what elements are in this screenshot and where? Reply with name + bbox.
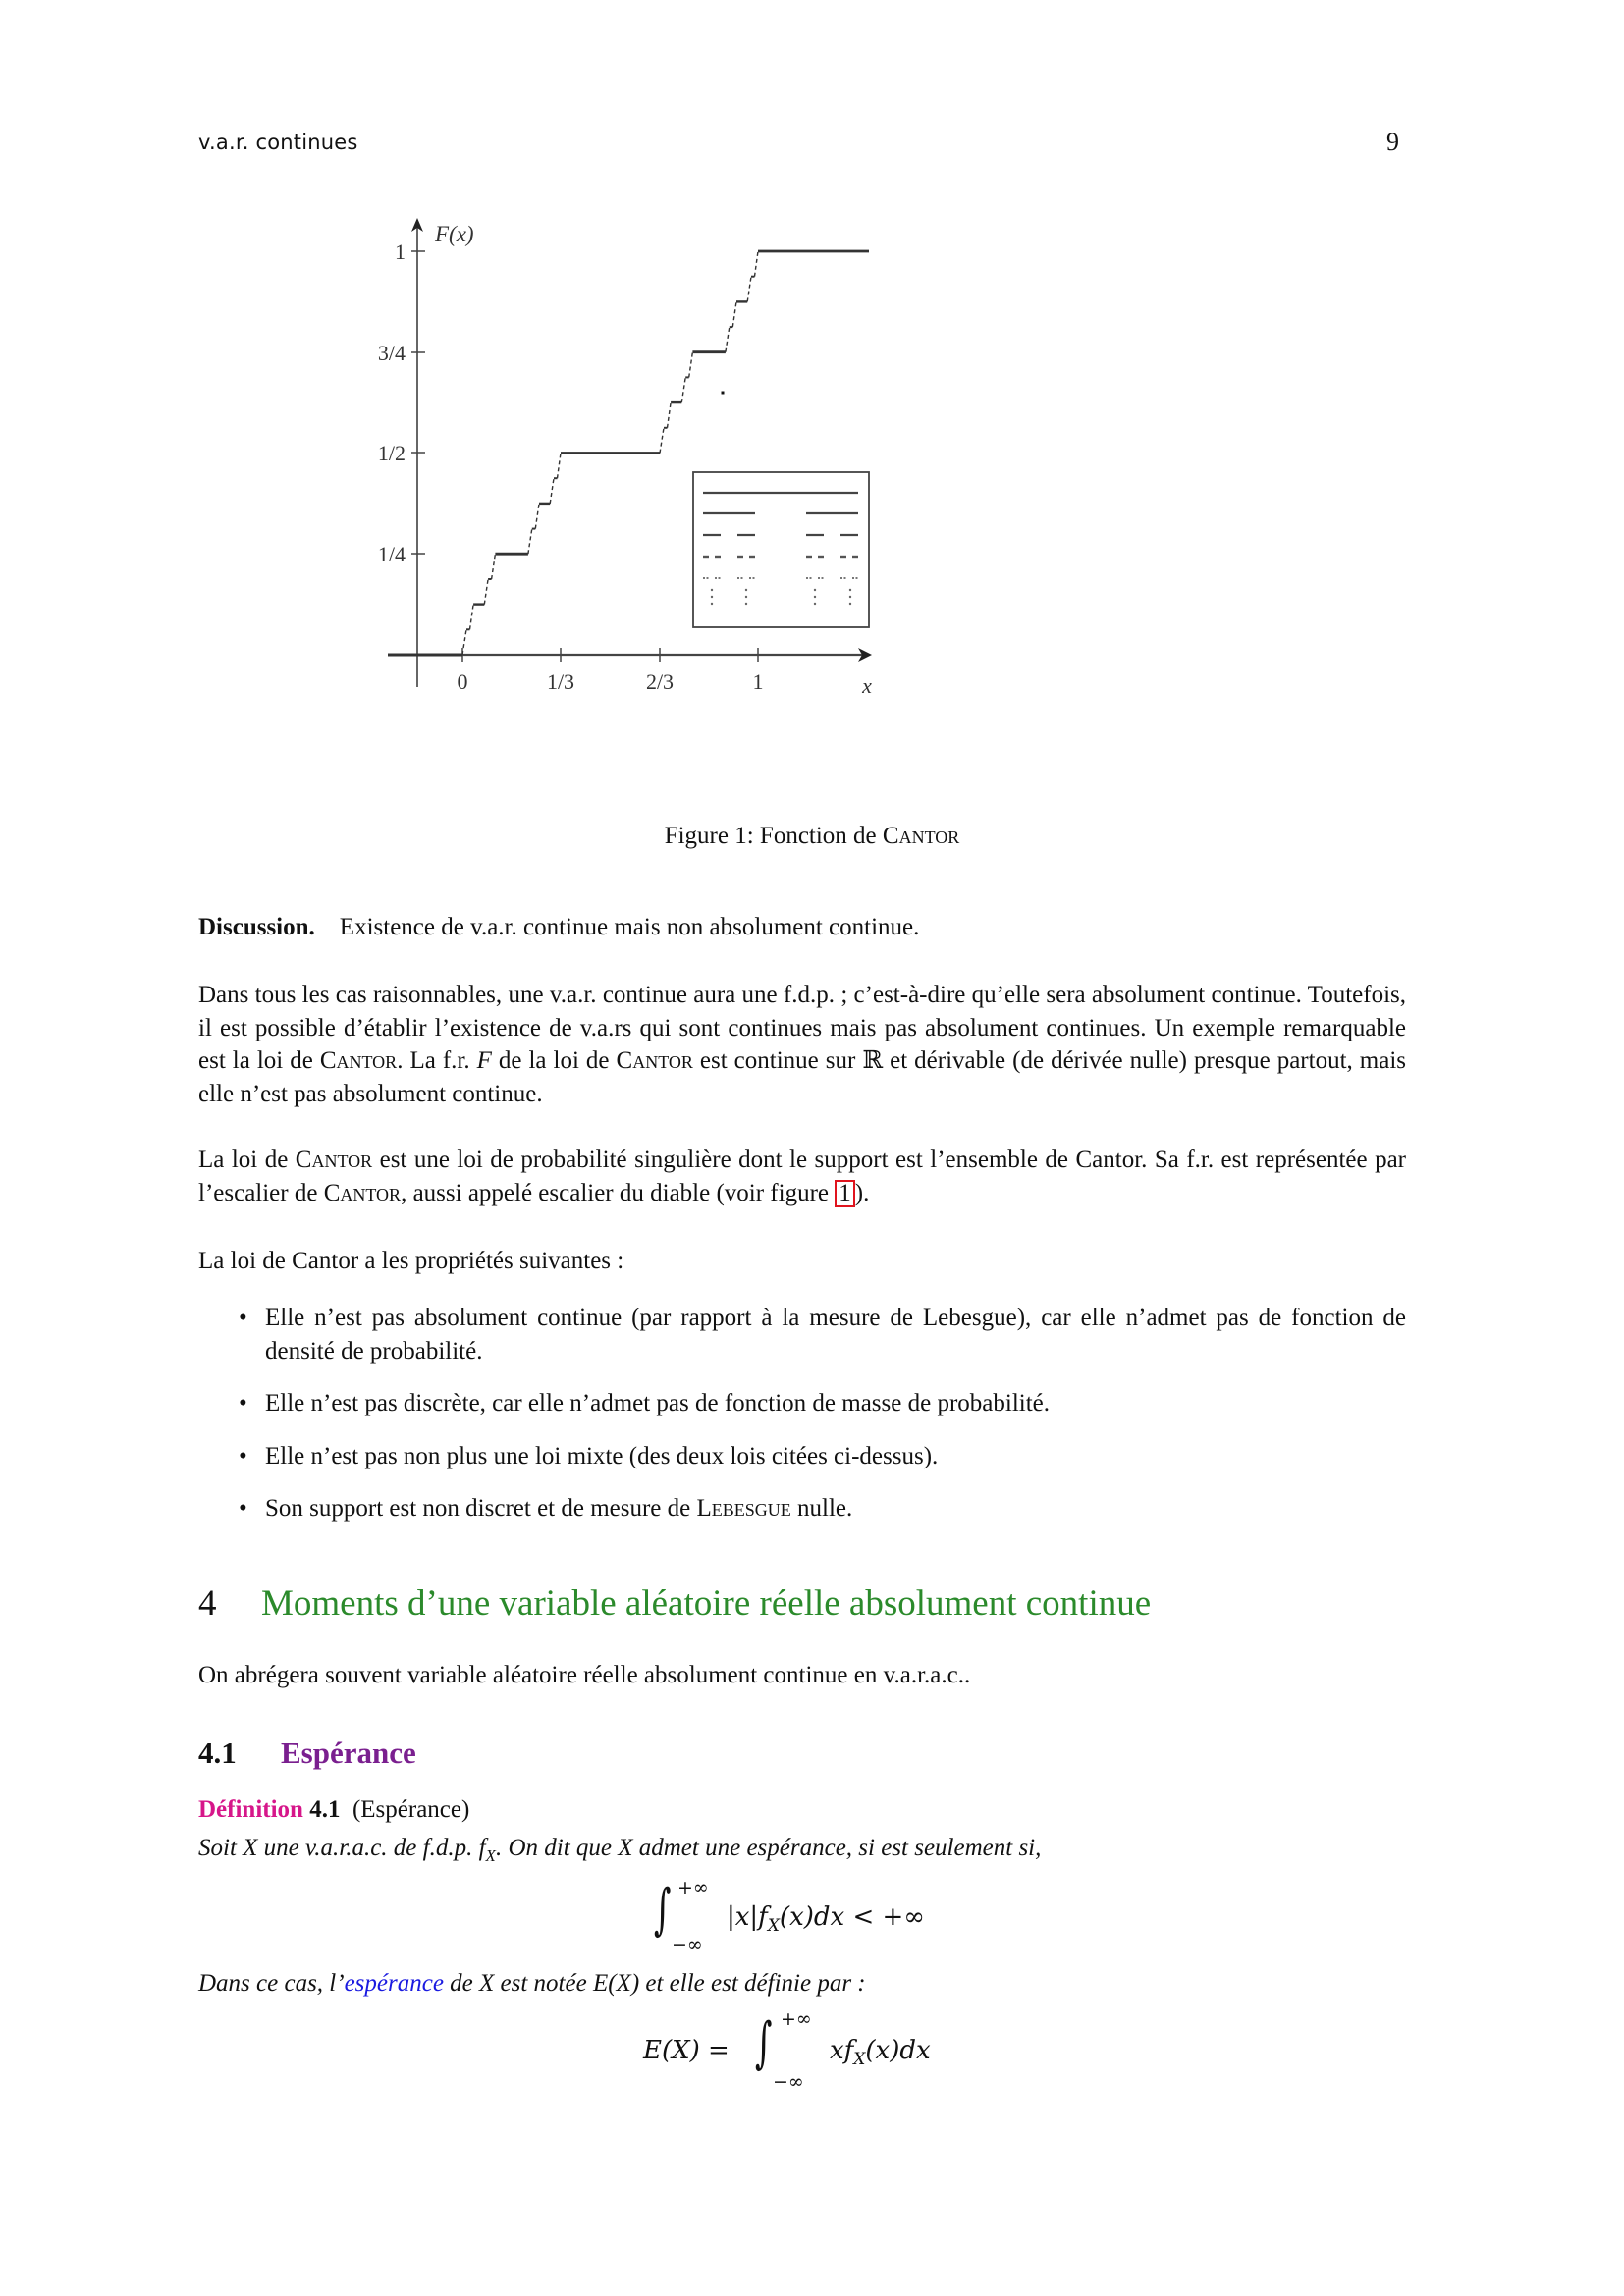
integrand xyxy=(727,1902,925,1936)
cantor-staircase-plot xyxy=(373,196,1119,746)
y-axis-label: F(x) xyxy=(435,222,474,246)
upper-limit: +∞ xyxy=(677,1877,709,1898)
paragraph-properties-intro: La loi de Cantor a les propriétés suivantes : xyxy=(198,1248,624,1274)
cantor-name: Cantor xyxy=(319,1047,398,1074)
x-tick-label: 1 xyxy=(752,669,764,694)
text: de X est notée E(X) et elle est définie par : xyxy=(443,1970,866,1997)
section-intro: On abrégera souvent variable aléatoire réelle absolument continue en v.a.r.a.c.. xyxy=(198,1662,971,1688)
text: , aussi appelé escalier du diable (voir figure xyxy=(401,1179,836,1206)
text: xf xyxy=(830,2036,854,2065)
lebesgue-name: Lebesgue xyxy=(696,1495,791,1522)
bullet-icon: • xyxy=(239,1442,247,1469)
section-title: Moments d’une variable aléatoire réelle absolument continue xyxy=(261,1583,1152,1624)
upper-limit: +∞ xyxy=(781,2008,812,2030)
bullet-icon: • xyxy=(239,1495,247,1522)
subscript: X xyxy=(485,1846,496,1865)
definition-statement xyxy=(198,1832,1406,1873)
definition-label: Définition xyxy=(198,1796,303,1823)
discussion-label: Discussion. xyxy=(198,914,315,940)
bullet-icon: • xyxy=(239,1305,247,1331)
subscript: X xyxy=(853,2050,866,2070)
text: (x)dx < +∞ xyxy=(779,1902,925,1932)
integral-sign-icon: ∫ xyxy=(653,1878,672,1942)
equation-integrability xyxy=(648,1877,1001,1959)
section-number: 4 xyxy=(198,1583,217,1624)
paragraph-cantor-law xyxy=(198,1144,1406,1209)
bullet-icon: • xyxy=(239,1390,247,1416)
stray-dot xyxy=(722,392,725,395)
subsection-heading xyxy=(198,1735,416,1771)
equation-expectation xyxy=(643,2002,997,2101)
text: de la loi de xyxy=(491,1047,617,1074)
y-tick-label: 3/4 xyxy=(377,341,406,365)
list-item-text: Elle n’est pas discrète, car elle n’admet pas de fonction de masse de probabilité. xyxy=(265,1390,1050,1416)
section-heading xyxy=(198,1582,1416,1626)
list-item-text: Elle n’est pas non plus une loi mixte (des deux lois citées ci-dessus). xyxy=(265,1442,939,1469)
text: Dans tous les cas raisonnables, une v.a.r. continue aura une f.d.p. ; c’est-à-dire qu’elle sera absolument continue. Toutefois, il est possible d’établir l’existence de v.a.rs qui sont continues mais pas absolument continues. Un exemple remarquable est la loi de xyxy=(198,982,1406,1074)
cantor-function-figure xyxy=(373,196,1119,746)
caption-prefix: Figure 1: Fonction de xyxy=(664,823,883,849)
cantor-name: Cantor xyxy=(323,1179,402,1206)
text: La loi de xyxy=(198,1147,296,1173)
text: Dans ce cas, l’ xyxy=(198,1970,345,1997)
discussion-text: Existence de v.a.r. continue mais non absolument continue. xyxy=(339,914,920,940)
text: |x|f xyxy=(727,1902,768,1932)
definition-then xyxy=(198,1967,1406,2001)
subsection-title: Espérance xyxy=(281,1735,416,1770)
figure-caption xyxy=(0,823,1624,850)
text: Soit X une v.a.r.a.c. de f.d.p. f xyxy=(198,1835,486,1861)
lower-limit: −∞ xyxy=(773,2071,804,2093)
list-item-text: Son support est non discret et de mesure de xyxy=(265,1495,697,1522)
list-item xyxy=(198,1302,1406,1367)
text: est continue sur ℝ et dérivable (de dérivée nulle) presque partout, mais elle n’est pas absolument continue. xyxy=(198,1047,1406,1107)
page-number: 9 xyxy=(1386,128,1399,156)
list-item xyxy=(198,1492,1406,1525)
text: (x)dx xyxy=(865,2036,931,2065)
paragraph-continuity xyxy=(198,979,1406,1110)
esperance-link[interactable]: espérance xyxy=(344,1970,444,1997)
definition-heading xyxy=(198,1796,469,1824)
y-tick-label: 1/4 xyxy=(377,542,406,566)
definition-number: 4.1 xyxy=(309,1796,341,1823)
properties-list xyxy=(198,1302,1406,1545)
x-tick-label: 2/3 xyxy=(645,669,675,694)
list-item xyxy=(198,1440,1406,1473)
subsection-number: 4.1 xyxy=(198,1735,237,1770)
cantor-set-inset xyxy=(693,472,869,627)
definition-name: (Espérance) xyxy=(352,1796,470,1823)
running-header: v.a.r. continues xyxy=(198,131,358,154)
text: est une loi de probabilité singulière dont le support est l’ensemble de Cantor. Sa f.r. est représentée par l’escalier de xyxy=(198,1147,1406,1206)
x-tick-label: 0 xyxy=(457,669,468,694)
y-tick-label: 1 xyxy=(395,240,406,264)
cantor-name: Cantor xyxy=(616,1047,693,1074)
list-item-text: Elle n’est pas absolument continue (par rapport à la mesure de Lebesgue), car elle n’admet pas de fonction de densité de probabilité. xyxy=(265,1305,1406,1364)
lower-limit: −∞ xyxy=(672,1934,703,1955)
integral-sign-icon: ∫ xyxy=(754,2011,773,2075)
y-tick-label: 1/2 xyxy=(377,441,406,465)
subscript: X xyxy=(767,1916,780,1937)
x-axis-label: x xyxy=(862,673,872,698)
figure-reference-link[interactable]: 1 xyxy=(835,1180,855,1207)
list-item-text: nulle. xyxy=(790,1495,853,1522)
list-item xyxy=(198,1387,1406,1420)
math-F: F xyxy=(476,1047,492,1074)
text: ). xyxy=(854,1179,870,1206)
discussion-line xyxy=(198,911,1406,944)
caption-name: Cantor xyxy=(882,823,960,849)
text: . On dit que X admet une espérance, si est seulement si, xyxy=(495,1835,1042,1861)
integrand xyxy=(830,2036,931,2069)
equation-lhs: E(X) = xyxy=(643,2036,730,2065)
cantor-name: Cantor xyxy=(295,1147,373,1173)
x-tick-label: 1/3 xyxy=(546,669,575,694)
text: . La f.r. xyxy=(397,1047,477,1074)
